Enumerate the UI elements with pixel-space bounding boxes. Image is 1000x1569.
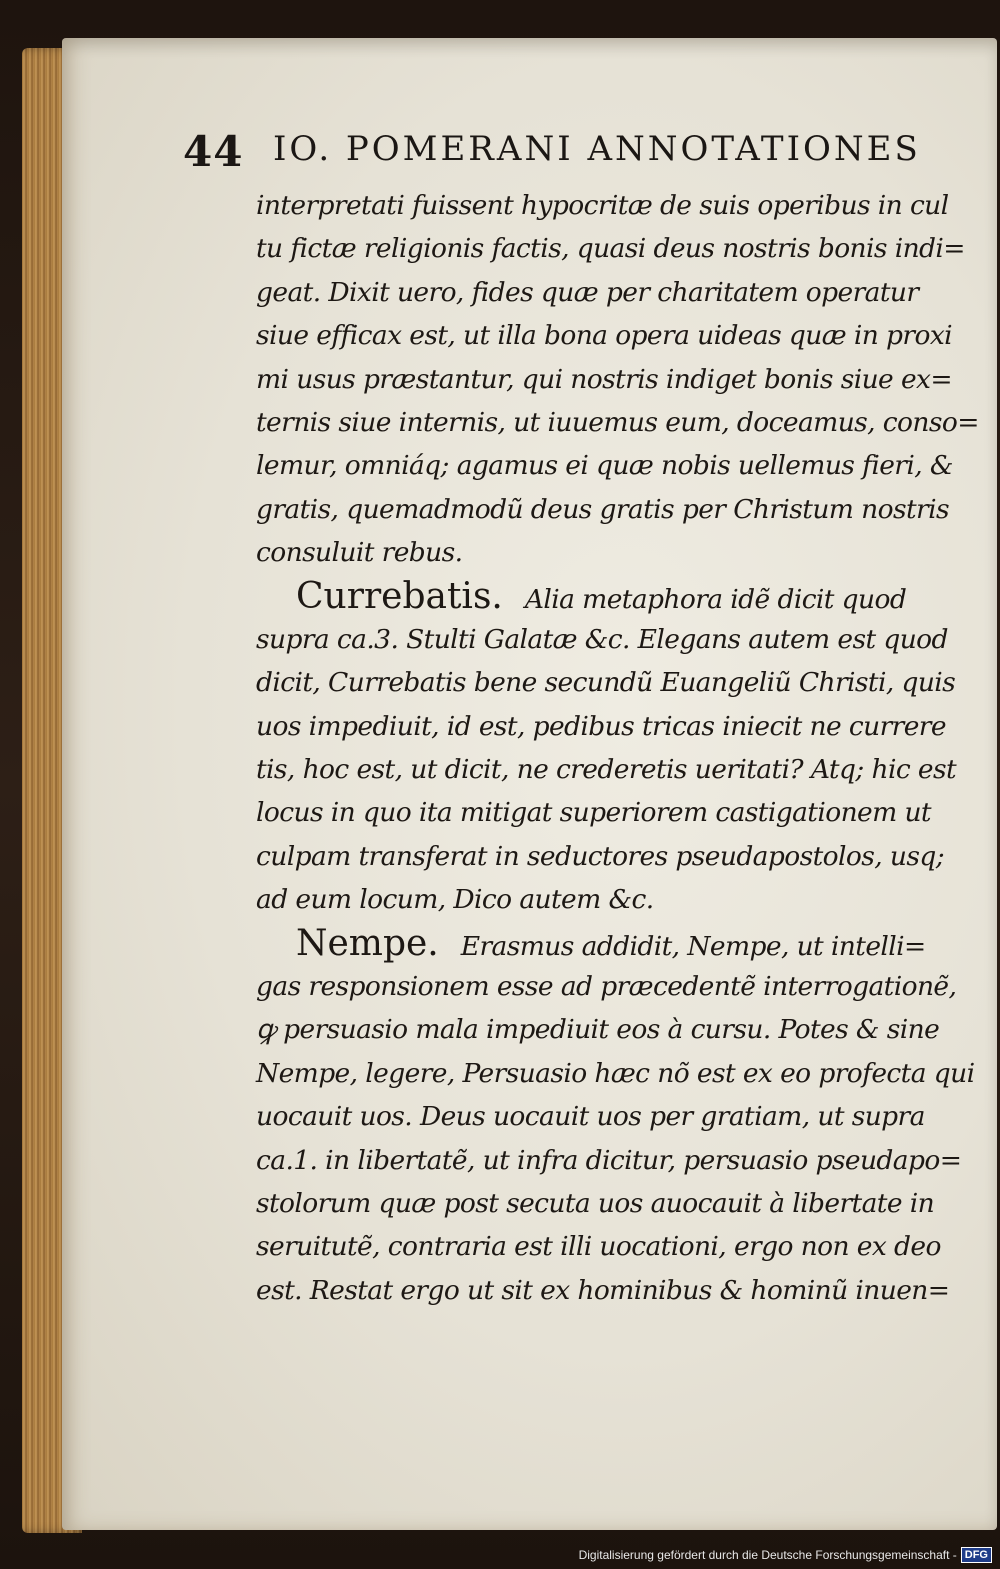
- dfg-logo: DFG: [961, 1547, 992, 1563]
- text-line: uos impediuit, id est, pedibus tricas iniecit ne currere: [256, 710, 946, 742]
- text-line: ad eum locum, Dico autem &c.: [256, 884, 654, 916]
- text-line: culpam transferat in seductores pseudapostolos, usq;: [256, 840, 945, 872]
- text-line: dicit, Currebatis bene secundũ Euangeliũ Christi, quis: [256, 667, 956, 699]
- credit-text: Digitalisierung gefördert durch die Deutsche Forschungsgemeinschaft -: [578, 1548, 957, 1562]
- running-title: IO. POMERANI ANNOTATIONES: [273, 129, 921, 169]
- text-line: ca.1. in libertatẽ, ut infra dicitur, persuasio pseudapo=: [256, 1144, 962, 1176]
- text-line: tu fictæ religionis factis, quasi deus nostris bonis indi=: [256, 233, 965, 265]
- text-line: interpretati fuissent hypocritæ de suis operibus in cul: [256, 190, 949, 221]
- lemma-heading: Currebatis.: [296, 575, 503, 617]
- body-text: [256, 184, 979, 1312]
- text-line: [256, 922, 946, 965]
- text-line: locus in quo ita mitigat superiorem castigationem ut: [256, 797, 931, 829]
- text-line: gas responsionem esse ad præcedentẽ interrogationẽ,: [256, 971, 957, 1003]
- text-line: geat. Dixit uero, fides quæ per charitatem operatur: [256, 276, 919, 308]
- text-line: siue efficax est, ut illa bona opera uideas quæ in proxi: [256, 320, 953, 352]
- text-line: supra ca.3. Stulti Galatæ &c. Elegans autem est quod: [256, 623, 948, 655]
- text-line: uocauit uos. Deus uocauit uos per gratiam, ut supra: [256, 1101, 925, 1133]
- text-line: [256, 575, 946, 618]
- text-line: gratis, quemadmodũ deus gratis per Christum nostris: [256, 493, 949, 525]
- text-line: lemur, omniáq; agamus ei quæ nobis uellemus fieri, &: [256, 450, 953, 482]
- text-line: est. Restat ergo ut sit ex hominibus & hominũ inuen=: [256, 1274, 950, 1306]
- text-line: stolorum quæ post secuta uos auocauit à libertate in: [256, 1187, 935, 1219]
- text-line: seruitutẽ, contraria est illi uocationi, ergo non ex deo: [256, 1231, 941, 1263]
- page-number: 44: [183, 127, 244, 176]
- digitization-credit: [579, 1545, 992, 1565]
- text-line: tis, hoc est, ut dicit, ne crederetis ueritati? Atq; hic est: [256, 754, 957, 786]
- text-line: ꝙ persuasio mala impediuit eos à cursu. Potes & sine: [256, 1014, 940, 1046]
- text-line: mi usus præstantur, qui nostris indiget bonis siue ex=: [256, 363, 952, 395]
- lemma-heading: Nempe.: [296, 922, 439, 964]
- text-line: consuluit rebus.: [256, 537, 463, 569]
- text-line: ternis siue internis, ut iuuemus eum, doceamus, conso=: [256, 406, 979, 438]
- text-line: Nempe, legere, Persuasio hæc nõ est ex eo profecta qui: [256, 1057, 975, 1089]
- text-fragment: Erasmus addidit, Nempe, ut intelli=: [460, 930, 926, 962]
- text-fragment: Alia metaphora idẽ dicit quod: [524, 583, 907, 615]
- running-head: [183, 127, 923, 175]
